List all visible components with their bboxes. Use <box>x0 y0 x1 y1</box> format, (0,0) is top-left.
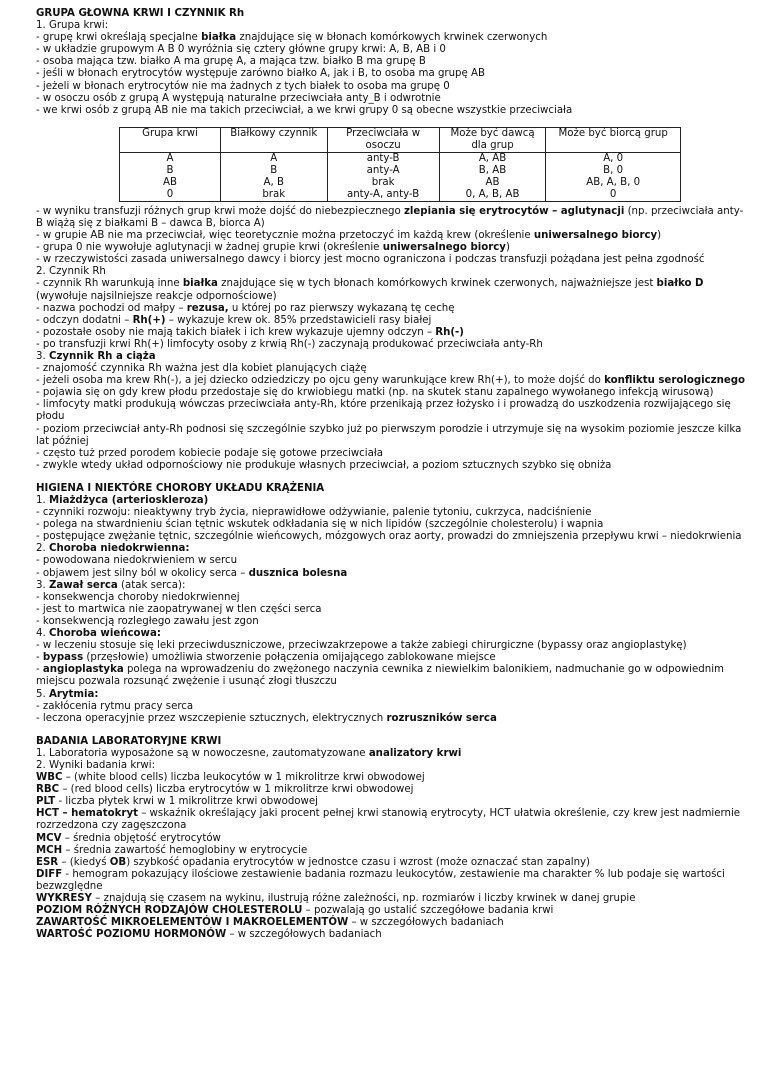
section-title-circulatory: HIGIENA I NIEKTÓRE CHOROBY UKŁADU KRĄŻENIA <box>36 482 325 494</box>
text-line: - bypass (przęsłowie) umożliwia stworzenie połączenia omijającego zablokowane miejsce <box>36 652 496 664</box>
heading-rh-pregnancy: 3. Czynnik Rh a ciąża <box>36 350 156 362</box>
table-cell: AB, A, B, 0 <box>546 177 681 189</box>
table-row <box>120 165 681 177</box>
table-cell: A, AB <box>439 152 546 165</box>
table-cell: A <box>120 152 221 165</box>
table-cell: A, B <box>220 177 327 189</box>
table-cell: AB <box>120 177 221 189</box>
text-line: POZIOM RÓŻNYCH RODZAJÓW CHOLESTEROLU – pozwalają go ustalić szczegółowe badania krwi <box>36 905 554 917</box>
text-line: - po transfuzji krwi Rh(+) limfocyty osoby z krwią Rh(-) zaczynają produkować przeciwciała anty-Rh <box>36 338 543 350</box>
text-line: - poziom przeciwciał anty-Rh podnosi się szczególnie szybko już po pierwszym porodzie i utrzymuje się na wysokim poziomie jeszcze kilka lat później <box>36 423 742 447</box>
text-line: PLT - liczba płytek krwi w 1 mikrolitrze krwi obwodowej <box>36 796 318 808</box>
text-line: WARTOŚĆ POZIOMU HORMONÓW – w szczegółowych badaniach <box>36 929 382 941</box>
text-line: - jeżeli osoba ma krew Rh(-), a jej dziecko odziedziczy po ojcu geny warunkujące krew Rh(+), to może dojść do konfliktu serologicznego <box>36 375 746 387</box>
text-line: HCT – hematokryt – wskaźnik określający jaki procent pełnej krwi stanowią erytrocyty, HCT ułatwia określenie, czy krew jest nadmiernie rozrzedzona czy zagęszczona <box>36 808 741 832</box>
spacer <box>36 472 748 483</box>
text-line: - konsekwencją rozległego zawału jest zgon <box>36 615 259 627</box>
text-line: - grupę krwi określają specjalne białka znajdujące się w błonach komórkowych krwinek czerwonych <box>36 32 548 44</box>
text-line: - jeśli w błonach erytrocytów występuje zarówno białko A, jak i B, to osoba ma grupę AB <box>36 68 485 80</box>
table-cell: B <box>120 165 221 177</box>
blood-group-table <box>119 127 681 202</box>
text-line: ZAWARTOŚĆ MIKROELEMENTÓW I MAKROELEMENTÓW – w szczegółowych badaniach <box>36 917 504 929</box>
text-line: - osoba mająca tzw. białko A ma grupę A, a mająca tzw. białko B ma grupę B <box>36 56 426 68</box>
table-row <box>120 189 681 202</box>
text-line: - leczona operacyjnie przez wszczepienie sztucznych, elektrycznych rozruszników serca <box>36 712 497 724</box>
spacer <box>36 725 748 736</box>
text-line: - pojawia się on gdy krew płodu przedostaje się do krwiobiegu matki (np. na skutek stanu zapalnego wywołanego infekcją wirusową) <box>36 387 714 399</box>
text-line: DIFF - hemogram pokazujący ilościowe zestawienie badania rozmazu leukocytów, zestawienie ma charakter % lub podaje się wartości bezwzględne <box>36 868 725 892</box>
text-line: RBC – (red blood cells) liczba erytrocytów w 1 mikrolitrze krwi obwodowej <box>36 784 414 796</box>
table-row <box>120 177 681 189</box>
text-line: WYKRESY – znajdują się czasem na wykinu, ilustrują różne zależności, np. rozmiarów i liczby krwinek w danej grupie <box>36 893 636 904</box>
heading-coronary-disease: 4. Choroba wieńcowa: <box>36 628 161 640</box>
section-title-lab-tests: BADANIA LABORATORYJNE KRWI <box>36 735 222 747</box>
text-line: - limfocyty matki produkują wówczas przeciwciała anty-Rh, które przenikają przez łożysko i i prowadzą do uszkodzenia rozwijającego się płodu <box>36 399 731 423</box>
heading-heart-attack: 3. Zawał serca (atak serca): <box>36 579 186 591</box>
text-line: - grupa 0 nie wywołuje aglutynacji w żadnej grupie krwi (określenie uniwersalnego biorcy) <box>36 242 510 254</box>
table-cell: A, 0 <box>546 152 681 165</box>
text-line: - powodowana niedokrwieniem w sercu <box>36 555 238 567</box>
text-line: - w leczeniu stosuje się leki przeciwduszniczowe, przeciwzakrzepowe a także zabiegi chirurgiczne (bypassy oraz angioplastykę) <box>36 640 687 652</box>
table-cell: 0 <box>546 189 681 202</box>
text-line: - pozostałe osoby nie mają takich białek i ich krew wykazuje ujemny odczyn – Rh(-) <box>36 326 464 338</box>
table-cell: anty-B <box>327 152 439 165</box>
table-cell: brak <box>327 177 439 189</box>
text-line: - polega na stwardnieniu ścian tętnic wskutek odkładania się w nich lipidów (szczególnie cholesterolu) i wapnia <box>36 519 604 531</box>
table-cell: brak <box>220 189 327 202</box>
text-line: 1. Laboratoria wyposażone są w nowoczesne, zautomatyzowane analizatory krwi <box>36 747 462 759</box>
table-cell: 0, A, B, AB <box>439 189 546 202</box>
text-line: - czynnik Rh warunkują inne białka znajdujące się w tych błonach komórkowych krwinek czerwonych, najważniejsze jest białko D (wywołuje najsilniejsze reakcje odpornościowe) <box>36 278 704 302</box>
text-line: - objawem jest silny ból w okolicy serca – dusznica bolesna <box>36 567 348 579</box>
section-title-blood-groups: GRUPA GŁOWNA KRWI I CZYNNIK Rh <box>36 8 245 19</box>
text-line: - w osoczu osób z grupą A występują naturalne przeciwciała anty_B i odwrotnie <box>36 92 441 104</box>
heading-blood-group: 1. Grupa krwi: <box>36 20 109 32</box>
table-cell: A <box>220 152 327 165</box>
table-header-cell: Przeciwciała w osoczu <box>327 127 439 152</box>
text-line: - często tuż przed porodem kobiecie podaje się gotowe przeciwciała <box>36 447 383 459</box>
text-line: - jeżeli w błonach erytrocytów nie ma żadnych z tych białek to osoba ma grupę 0 <box>36 80 450 92</box>
text-line: - we krwi osób z grupą AB nie ma takich przeciwciał, a we krwi grupy 0 są obecne wszystkie przeciwciała <box>36 104 573 116</box>
table-header-cell: Może być biorcą grup <box>546 127 681 152</box>
table-cell: anty-A <box>327 165 439 177</box>
text-line: - odczyn dodatni – Rh(+) – wykazuje krew ok. 85% przedstawicieli rasy białej <box>36 314 432 326</box>
table-header-cell: Białkowy czynnik <box>220 127 327 152</box>
heading-ischemic-disease: 2. Choroba niedokrwienna: <box>36 543 190 555</box>
table-cell: B, 0 <box>546 165 681 177</box>
text-line: - czynniki rozwoju: nieaktywny tryb życia, nieprawidłowe odżywianie, palenie tytoniu, cukrzyca, nadciśnienie <box>36 507 592 519</box>
text-line: ESR – (kiedyś OB) szybkość opadania erytrocytów w jednostce czasu i wzrost (może oznaczać stan zapalny) <box>36 856 591 868</box>
table-cell: B <box>220 165 327 177</box>
table-header-cell: Może być dawcą dla grup <box>439 127 546 152</box>
text-line: - jest to martwica nie zaopatrywanej w tlen części serca <box>36 603 322 615</box>
text-line: - w rzeczywistości zasada uniwersalnego dawcy i biorcy jest mocno ograniczona i podczas transfuzji pożądana jest pełna zgodność <box>36 254 705 266</box>
table-cell: anty-A, anty-B <box>327 189 439 202</box>
text-line: - angioplastyka polega na wprowadzeniu do zwężonego naczynia cewnika z niewielkim balonikiem, nadmuchanie go w odpowiednim miejscu pozwala rozsunąć zwężenie i usunąć złogi tłuszczu <box>36 664 724 688</box>
document-page <box>36 8 748 941</box>
text-line: - w układzie grupowym A B 0 wyróżnia się cztery główne grupy krwi: A, B, AB i 0 <box>36 44 446 56</box>
text-line: 2. Wyniki badania krwi: <box>36 759 156 771</box>
table-header-row <box>120 127 681 152</box>
text-line: WBC – (white blood cells) liczba leukocytów w 1 mikrolitrze krwi obwodowej <box>36 772 425 784</box>
text-line: - postępujące zwężanie tętnic, szczególnie wieńcowych, mózgowych oraz aorty, prowadzi do zmniejszenia przepływu krwi – niedokrwienia <box>36 531 742 543</box>
table-cell: B, AB <box>439 165 546 177</box>
text-line: - konsekwencja choroby niedokrwiennej <box>36 591 240 603</box>
text-line: - w wyniku transfuzji różnych grup krwi może dojść do niebezpiecznego zlepiania się erytrocytów – aglutynacji (np. przeciwciała anty-B wiążą się z białkami B – dawca B, biorca A) <box>36 205 744 229</box>
text-line: - w grupie AB nie ma przeciwciał, więc teoretycznie można przetoczyć im każdą krew (określenie uniwersalnego biorcy) <box>36 230 662 242</box>
heading-arrhythmia: 5. Arytmia: <box>36 688 99 700</box>
text-line: - nazwa pochodzi od małpy – rezusa, u której po raz pierwszy wykazaną tę cechę <box>36 302 455 314</box>
table-row <box>120 152 681 165</box>
text-line: - zakłócenia rytmu pracy serca <box>36 700 194 712</box>
table-cell: 0 <box>120 189 221 202</box>
text-line: - zwykle wtedy układ odpornościowy nie produkuje własnych przeciwciał, a poziom sztucznych szybko się obniża <box>36 459 612 471</box>
table-header-cell: Grupa krwi <box>120 127 221 152</box>
text-line: MCV – średnia objętość erytrocytów <box>36 832 221 844</box>
text-line: MCH – średnia zawartość hemoglobiny w erytrocycie <box>36 844 308 856</box>
text-line: - znajomość czynnika Rh ważna jest dla kobiet planujących ciążę <box>36 363 367 375</box>
heading-rh-factor: 2. Czynnik Rh <box>36 266 106 278</box>
heading-atherosclerosis: 1. Miażdżyca (arterioskleroza) <box>36 495 209 506</box>
table-cell: AB <box>439 177 546 189</box>
